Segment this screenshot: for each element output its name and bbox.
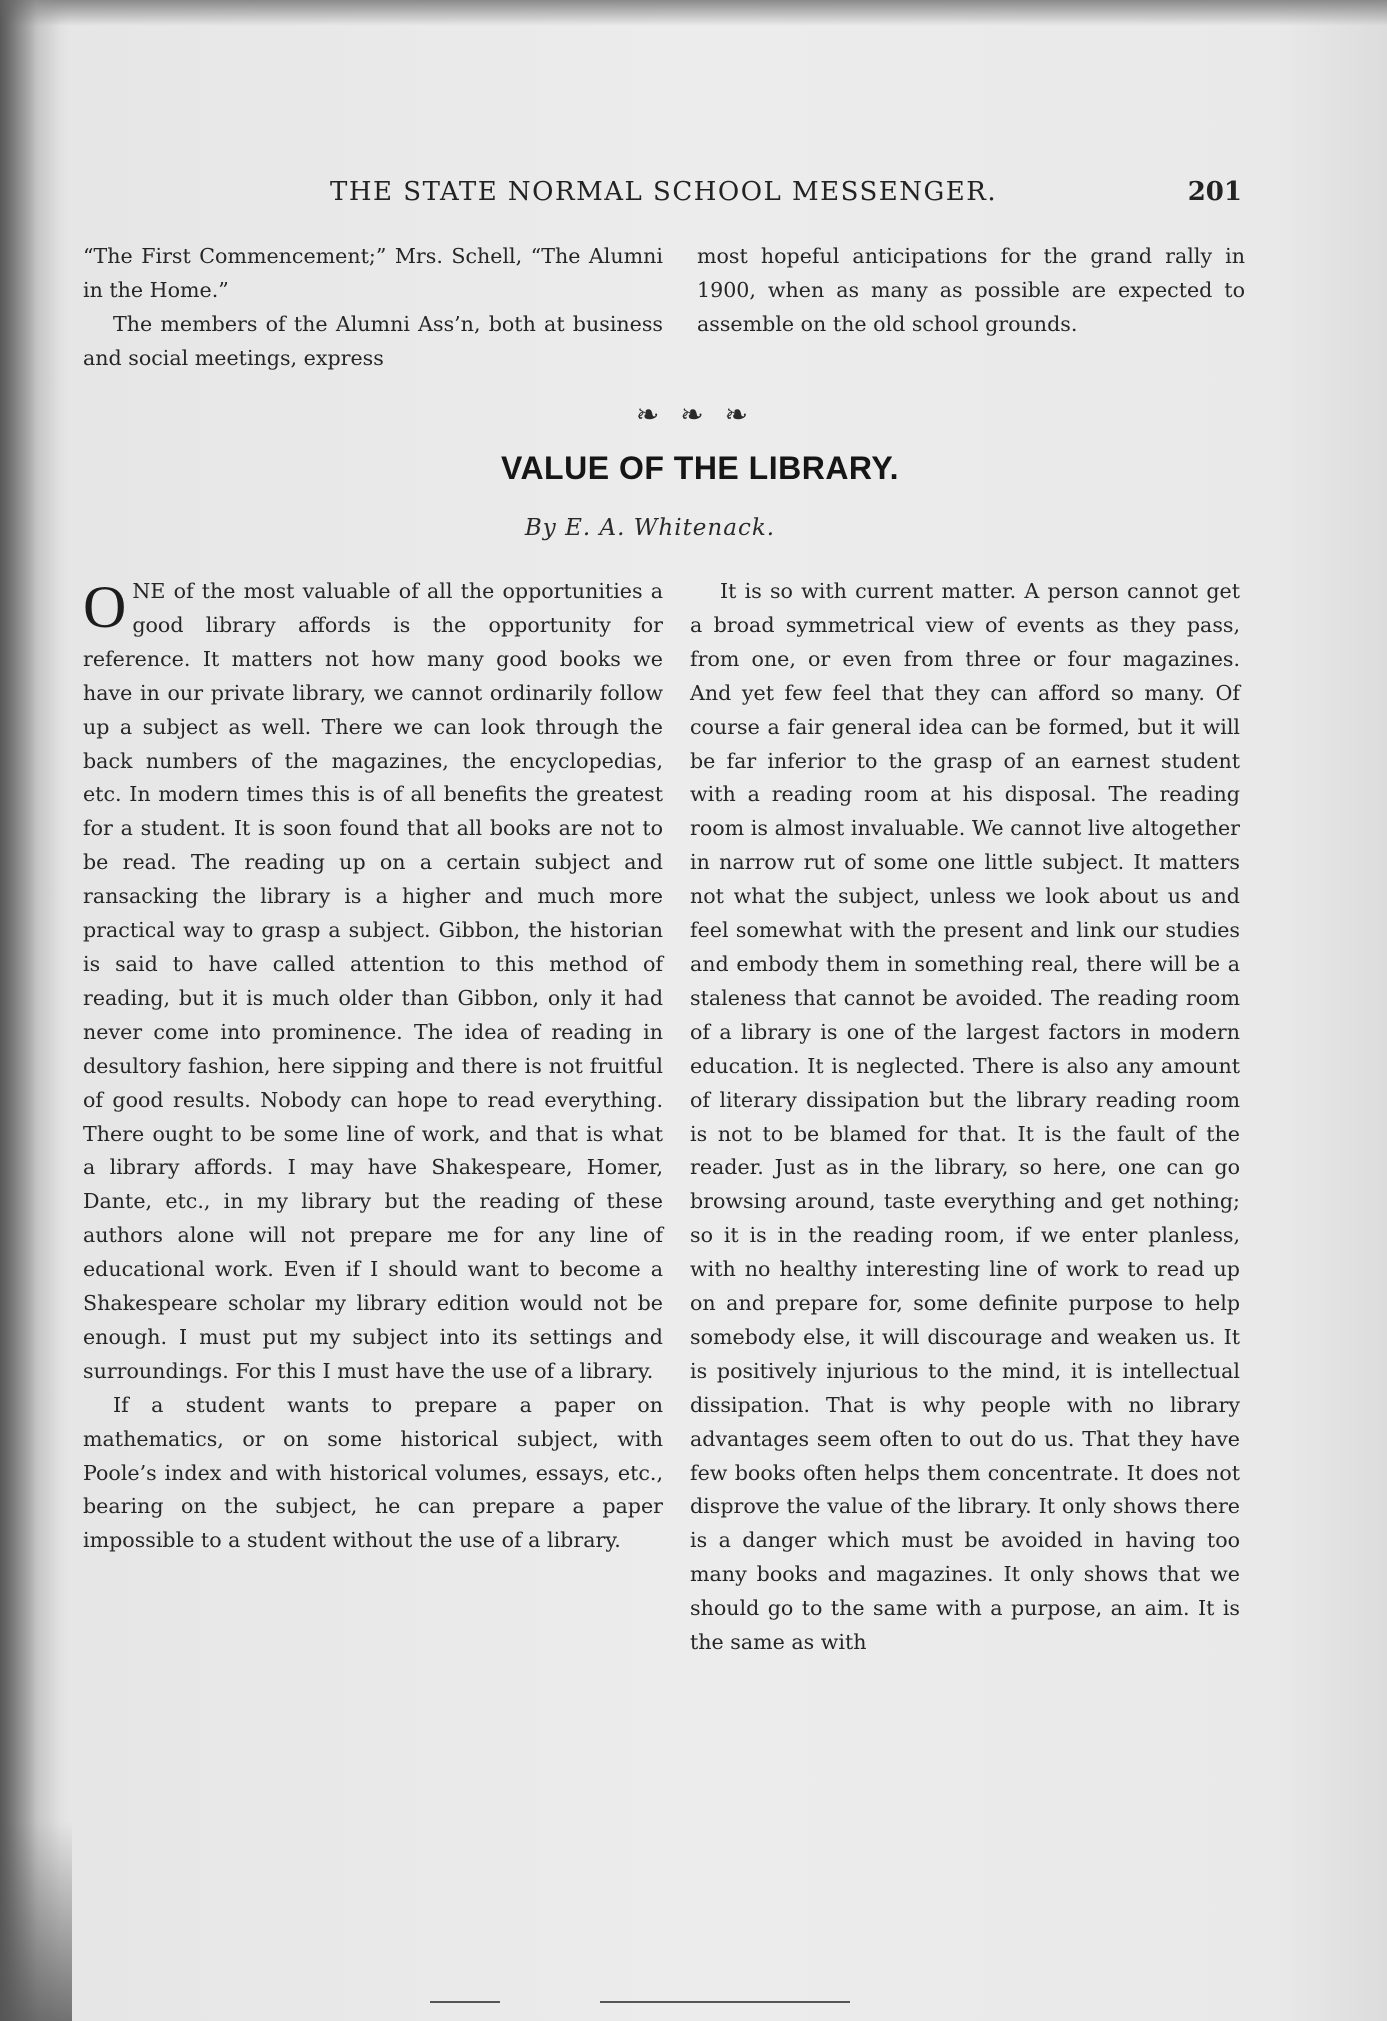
section-ornament: ❧ ❧ ❧ xyxy=(635,398,755,431)
footer-rule xyxy=(600,2001,850,2003)
article-column-left xyxy=(83,575,663,1558)
continued-text-left xyxy=(83,240,663,376)
article-byline: By E. A. Whitenack. xyxy=(524,515,776,541)
article-column-right xyxy=(690,575,1240,1660)
continued-paragraph: most hopeful anticipations for the grand rally in 1900, when as many as possible are expected to assemble on the old school grounds. xyxy=(697,244,1245,336)
page-number: 201 xyxy=(1187,177,1242,207)
article-paragraph: It is so with current matter. A person cannot get a broad symmetrical view of events as they pass, from one, or even from three or four magazines. And yet few feel that they can afford so many. Of course a fair general idea can be formed, but it will be far inferior to the grasp of an earnest student with a reading room at his disposal. The reading room is almost invaluable. We cannot live altogether in narrow rut of some one little subject. It matters not what the subject, unless we look about us and feel somewhat with the present and link our studies and embody them in something real, there will be a staleness that cannot be avoided. The reading room of a library is one of the largest factors in modern education. It is neglected. There is also any amount of literary dissipation but the library reading room is not to be blamed for that. It is the fault of the reader. Just as in the library, so here, one can go browsing around, taste everything and get nothing; so it is in the reading room, if we enter planless, with no healthy interesting line of work to read up on and prepare for, some definite purpose to help somebody else, it will discourage and weaken us. It is positively injurious to the mind, it is intellectual dissipation. That is why people with no library advantages seem often to out do us. That they have few books often helps them concentrate. It does not disprove the value of the library. It only shows there is a danger which must be avoided in having too many books and magazines. It only shows that we should go to the same with a purpose, an aim. It is the same as with xyxy=(690,579,1240,1655)
binding-shadow-bottom xyxy=(0,1821,72,2021)
article-title: VALUE OF THE LIBRARY. xyxy=(500,450,900,486)
publication-title: THE STATE NORMAL SCHOOL MESSENGER. xyxy=(330,177,998,207)
drop-cap: O xyxy=(83,574,127,640)
article-paragraph xyxy=(83,575,663,1389)
continued-text-right xyxy=(697,240,1245,342)
continued-paragraph: “The First Commencement;” Mrs. Schell, “The Alumni in the Home.” xyxy=(83,244,663,302)
footer-rule xyxy=(430,2001,500,2003)
continued-paragraph: The members of the Alumni Ass’n, both at business and social meetings, express xyxy=(83,311,663,370)
article-paragraph: If a student wants to prepare a paper on mathematics, or on some historical subject, with Poole’s index and with historical volumes, essays, etc., bearing on the subject, he can prepare a paper impossible to a student without the use of a library. xyxy=(83,1392,663,1553)
paragraph-text: NE of the most valuable of all the opportunities a good library affords is the opportunity for reference. It matters not how many good books we have in our private library, we cannot ordinarily follow up a subject as well. There we can look through the back numbers of the magazines, the encyclopedias, etc. In modern times this is of all benefits the greatest for a student. It is soon found that all books are not to be read. The reading up on a certain subject and ransacking the library is a higher and much more practical way to grasp a subject. Gibbon, the historian is said to have called attention to this method of reading, but it is much older than Gibbon, only it had never come into prominence. The idea of reading in desultory fashion, here sipping and there is not fruitful of good results. Nobody can hope to read everything. There ought to be some line of work, and that is what a library affords. I may have Shakespeare, Homer, Dante, etc., in my library but the reading of these authors alone will not prepare me for any line of educational work. Even if I should want to become a Shakespeare scholar my library edition would not be enough. I must put my subject into its settings and surroundings. For this I must have the use of a library. xyxy=(83,579,663,1383)
running-head xyxy=(330,177,1242,211)
binding-shadow xyxy=(0,0,60,2021)
top-edge-shadow xyxy=(0,0,1387,26)
